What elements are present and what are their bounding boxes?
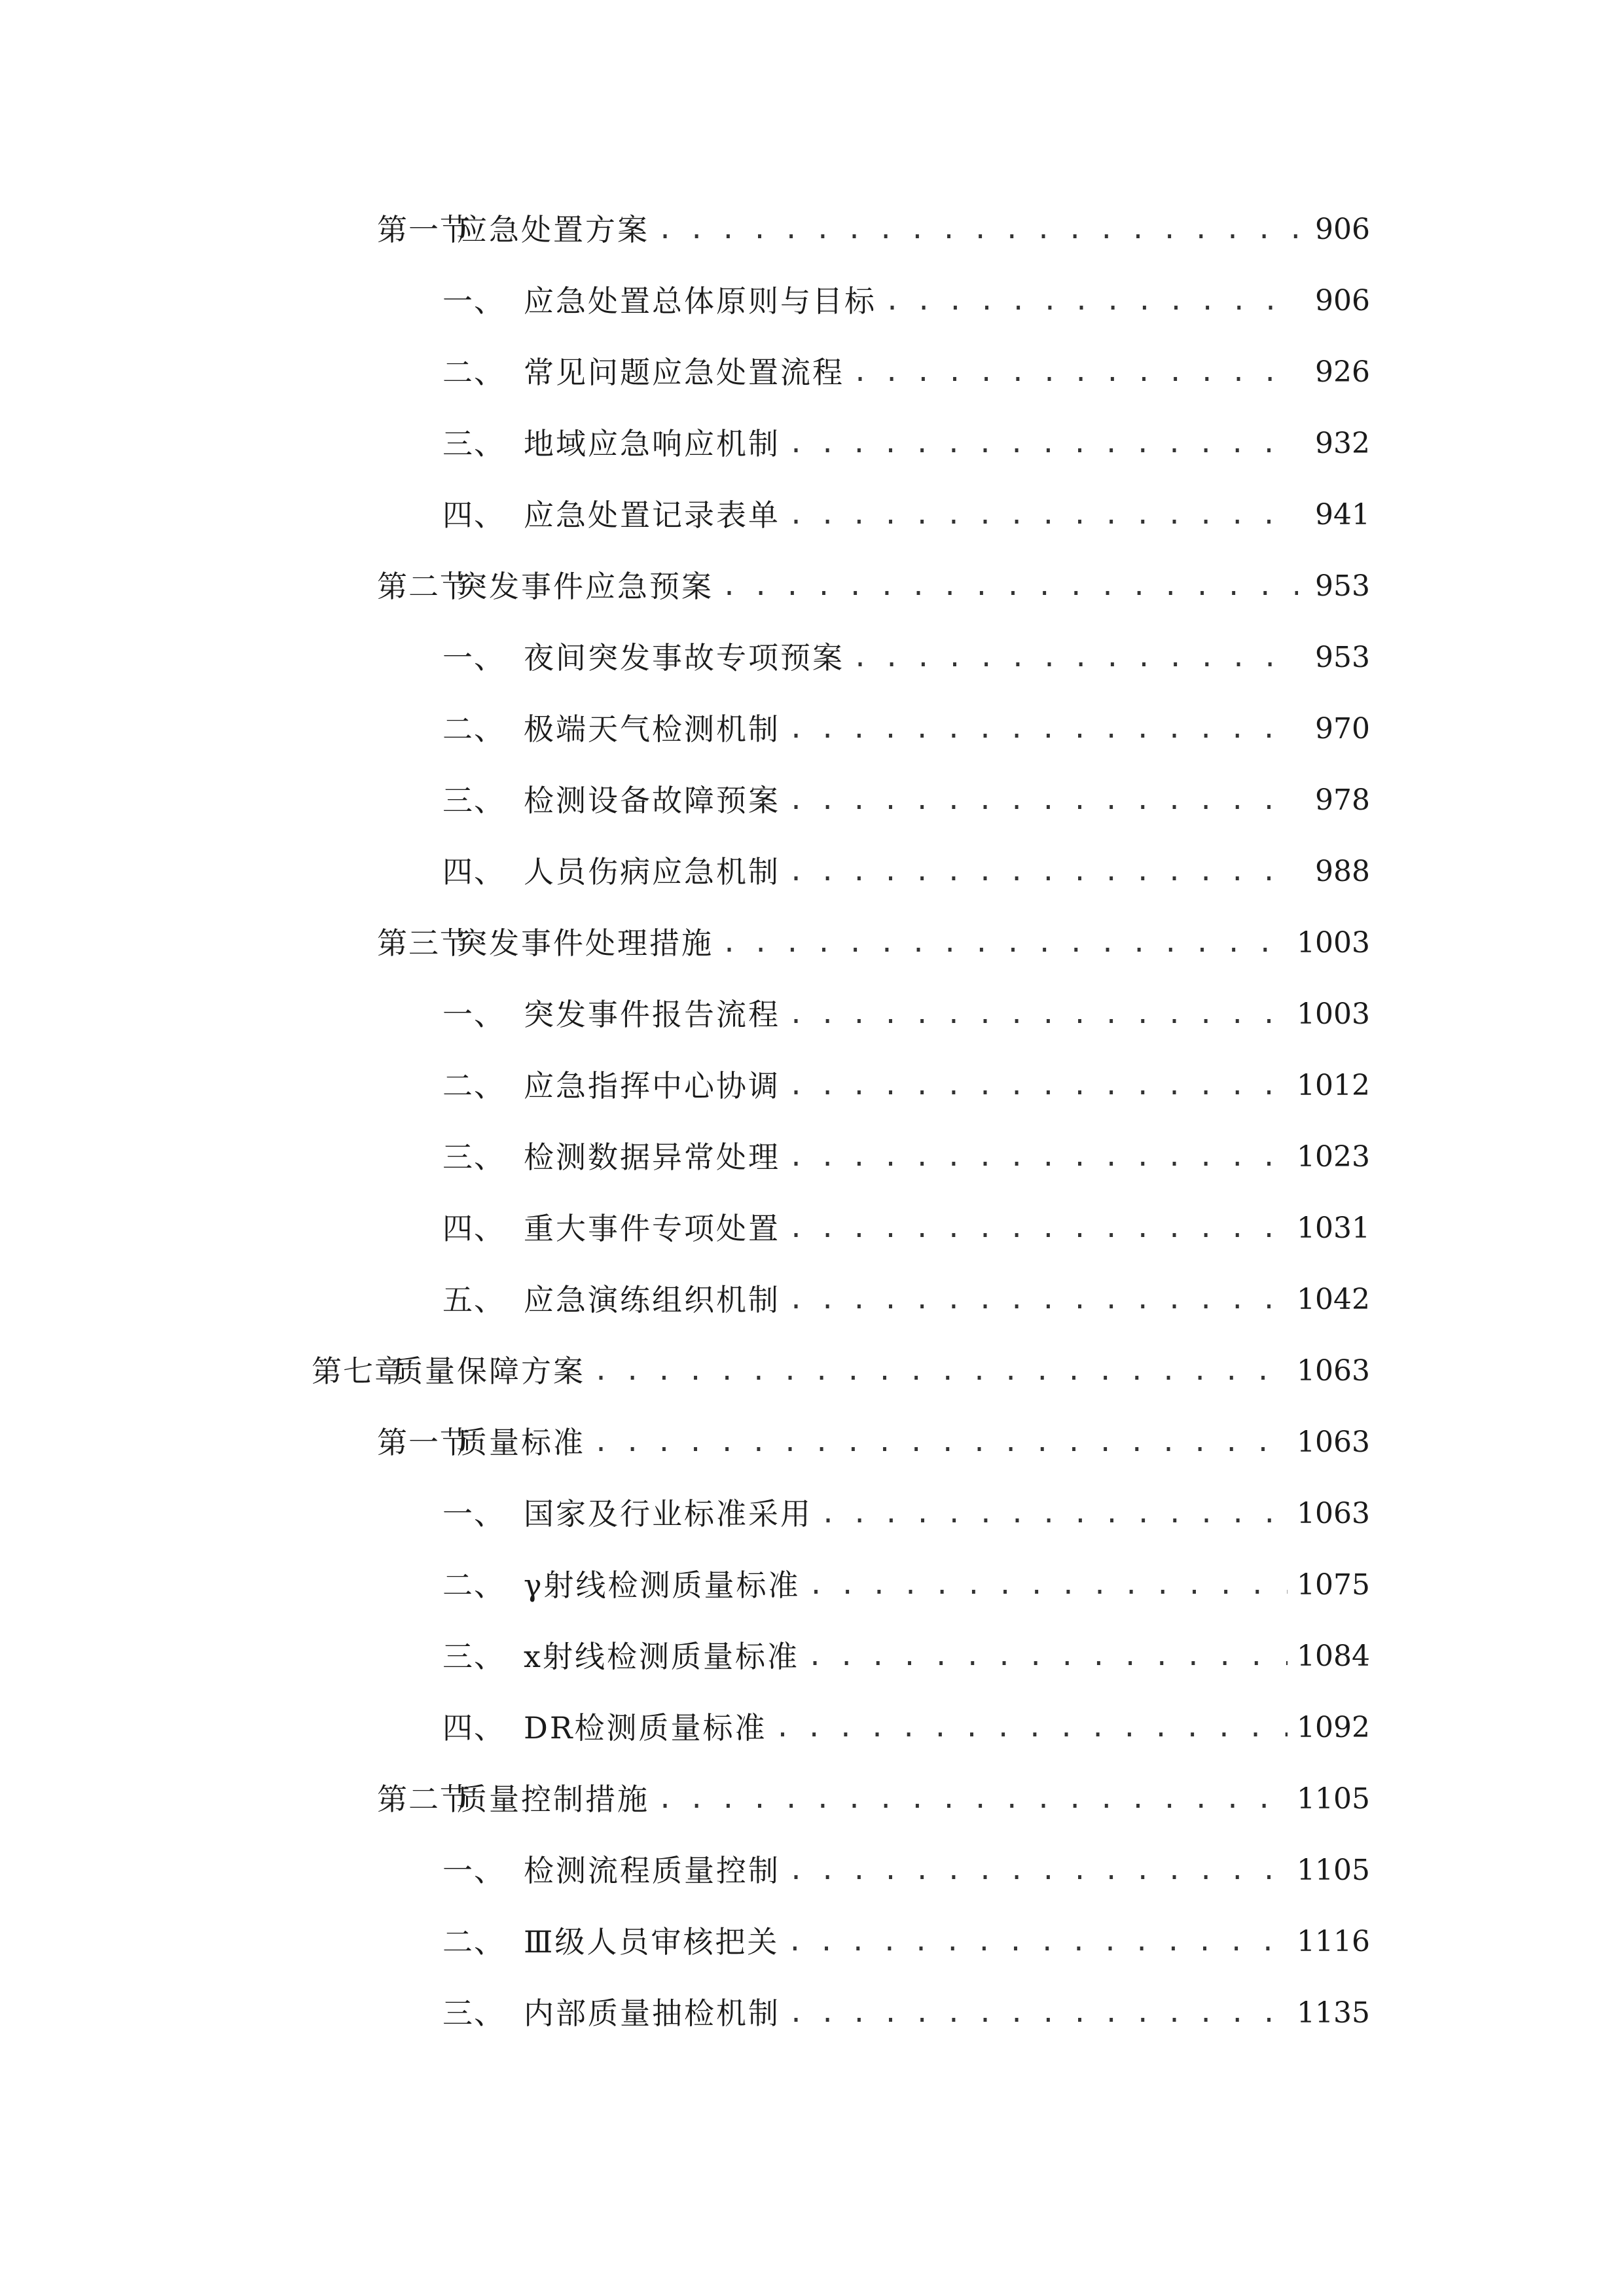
toc-entry-number: 第一节 [377,212,471,247]
toc-entry-title: 重大事件专项处置 [524,1211,780,1246]
toc-entry-page: 1075 [1297,1568,1370,1602]
toc-dot-leader [808,1559,1288,1611]
toc-entry-title: 应急指挥中心协调 [524,1068,780,1103]
toc-entry-number: 一、 [442,1496,505,1532]
toc-entry[interactable] [442,846,1370,898]
toc-entry[interactable] [377,560,1370,613]
toc-entry-page: 1012 [1297,1069,1370,1102]
toc-entry-page: 988 [1315,855,1370,888]
toc-entry-number: 四、 [442,1710,505,1746]
toc-dot-leader [787,1916,1288,1968]
toc-entry-page: 1003 [1297,997,1370,1031]
toc-entry-page: 1063 [1297,1426,1370,1459]
toc-entry-number: 五、 [442,1282,505,1318]
toc-entry-title: 检测流程质量控制 [524,1853,780,1888]
toc-entry[interactable] [442,988,1370,1041]
toc-entry-number: 二、 [442,711,505,747]
toc-entry[interactable] [442,275,1370,327]
toc-entry[interactable] [442,418,1370,470]
toc-entry[interactable] [377,204,1370,256]
toc-entry[interactable] [442,1202,1370,1255]
toc-entry[interactable] [442,1559,1370,1611]
toc-dot-leader [884,275,1298,327]
toc-dot-leader [788,1202,1288,1255]
toc-dot-leader [788,1844,1288,1897]
toc-dot-leader [788,489,1298,541]
toc-dot-leader [788,1060,1288,1112]
toc-entry-number: 三、 [442,1996,505,2031]
toc-entry-title: x射线检测质量标准 [524,1639,799,1674]
toc-dot-leader [852,346,1298,399]
toc-dot-leader [788,988,1288,1041]
toc-entry-number: 第三节 [377,925,471,961]
toc-entry-page: 906 [1315,213,1370,246]
toc-dot-leader [721,560,1298,613]
toc-entry-page: 1092 [1297,1711,1370,1744]
toc-dot-leader [593,1416,1288,1469]
toc-entry-title: 极端天气检测机制 [524,711,780,747]
toc-entry[interactable] [442,346,1370,399]
toc-entry[interactable] [442,1844,1370,1897]
toc-dot-leader [788,1987,1288,2039]
toc-dot-leader [788,418,1298,470]
toc-entry[interactable] [442,1916,1370,1968]
toc-entry-title: 突发事件报告流程 [524,997,780,1032]
toc-dot-leader [820,1488,1288,1540]
toc-entry-number: 第一节 [377,1425,471,1460]
toc-entry-title: 应急处置方案 [457,212,649,247]
toc-entry-page: 1116 [1297,1925,1370,1958]
toc-entry-title: γ射线检测质量标准 [524,1568,801,1603]
toc-dot-leader [807,1630,1288,1683]
toc-entry[interactable] [442,1274,1370,1326]
toc-dot-leader [593,1345,1288,1397]
toc-entry-number: 第七章 [312,1354,406,1389]
toc-entry-number: 四、 [442,854,505,889]
toc-entry-page: 1105 [1297,1854,1370,1887]
toc-entry-page: 1105 [1297,1782,1370,1816]
toc-entry-page: 1063 [1297,1354,1370,1388]
toc-entry-title: 应急处置记录表单 [524,497,780,533]
toc-entry-number: 一、 [442,1853,505,1888]
toc-entry-number: 二、 [442,1568,505,1603]
toc-entry-number: 四、 [442,497,505,533]
toc-entry[interactable] [442,1630,1370,1683]
toc-entry-title: 突发事件应急预案 [457,569,713,604]
toc-dot-leader [657,1773,1288,1825]
toc-entry-title: 应急处置总体原则与目标 [524,283,876,319]
toc-entry[interactable] [442,1488,1370,1540]
toc-entry-number: 三、 [442,1639,505,1674]
toc-entry[interactable] [442,489,1370,541]
toc-entry-title: 检测设备故障预案 [524,783,780,818]
toc-entry-page: 941 [1315,498,1370,531]
toc-entry-title: DR检测质量标准 [524,1710,767,1746]
toc-dot-leader [852,632,1298,684]
toc-entry[interactable] [442,1060,1370,1112]
toc-entry-page: 906 [1315,284,1370,317]
toc-entry-title: Ⅲ级人员审核把关 [524,1924,780,1960]
toc-entry-page: 1031 [1297,1211,1370,1245]
toc-entry-number: 四、 [442,1211,505,1246]
toc-entry[interactable] [442,703,1370,755]
toc-dot-leader [775,1702,1288,1754]
toc-entry-page: 932 [1315,427,1370,460]
toc-entry-page: 1003 [1297,926,1370,960]
toc-entry-number: 二、 [442,355,505,390]
toc-dot-leader [788,1131,1288,1183]
toc-entry-page: 953 [1315,641,1370,674]
toc-entry-page: 1023 [1297,1140,1370,1174]
toc-entry-page: 1084 [1297,1640,1370,1673]
toc-entry[interactable] [312,1345,1370,1397]
toc-entry-title: 常见问题应急处置流程 [524,355,844,390]
toc-entry[interactable] [377,917,1370,969]
toc-entry[interactable] [442,1131,1370,1183]
toc-entry-page: 978 [1315,783,1370,817]
toc-entry-number: 第二节 [377,569,471,604]
toc-entry[interactable] [377,1416,1370,1469]
toc-entry-title: 质量标准 [457,1425,585,1460]
toc-entry-title: 地域应急响应机制 [524,426,780,461]
toc-entry-page: 1042 [1297,1283,1370,1316]
toc-entry-number: 三、 [442,426,505,461]
toc-entry-page: 1135 [1297,1996,1370,2030]
toc-entry-title: 检测数据异常处理 [524,1139,780,1175]
toc-entry-title: 人员伤病应急机制 [524,854,780,889]
toc-dot-leader [788,774,1298,827]
toc-entry-number: 三、 [442,783,505,818]
toc-entry[interactable] [442,1987,1370,2039]
toc-entry-title: 国家及行业标准采用 [524,1496,812,1532]
toc-entry-page: 926 [1315,355,1370,389]
toc-entry-title: 应急演练组织机制 [524,1282,780,1318]
toc-entry-page: 1063 [1297,1497,1370,1530]
toc-entry-page: 970 [1315,712,1370,745]
toc-entry-title: 内部质量抽检机制 [524,1996,780,2031]
toc-entry-number: 一、 [442,283,505,319]
toc-dot-leader [788,703,1298,755]
toc-dot-leader [657,204,1298,256]
toc-entry[interactable] [442,1702,1370,1754]
toc-dot-leader [788,846,1298,898]
toc-entry-number: 一、 [442,640,505,675]
toc-entry-title: 突发事件处理措施 [457,925,713,961]
toc-entry[interactable] [377,1773,1370,1825]
toc-entry[interactable] [442,632,1370,684]
toc-entry-title: 质量保障方案 [393,1354,585,1389]
toc-entry-title: 质量控制措施 [457,1782,649,1817]
toc-entry-number: 三、 [442,1139,505,1175]
toc-dot-leader [788,1274,1288,1326]
toc-entry-number: 二、 [442,1924,505,1960]
toc-entry-title: 夜间突发事故专项预案 [524,640,844,675]
toc-entry[interactable] [442,774,1370,827]
toc-entry-number: 第二节 [377,1782,471,1817]
toc-entry-number: 二、 [442,1068,505,1103]
toc-entry-page: 953 [1315,569,1370,603]
toc-dot-leader [721,917,1288,969]
toc-entry-number: 一、 [442,997,505,1032]
